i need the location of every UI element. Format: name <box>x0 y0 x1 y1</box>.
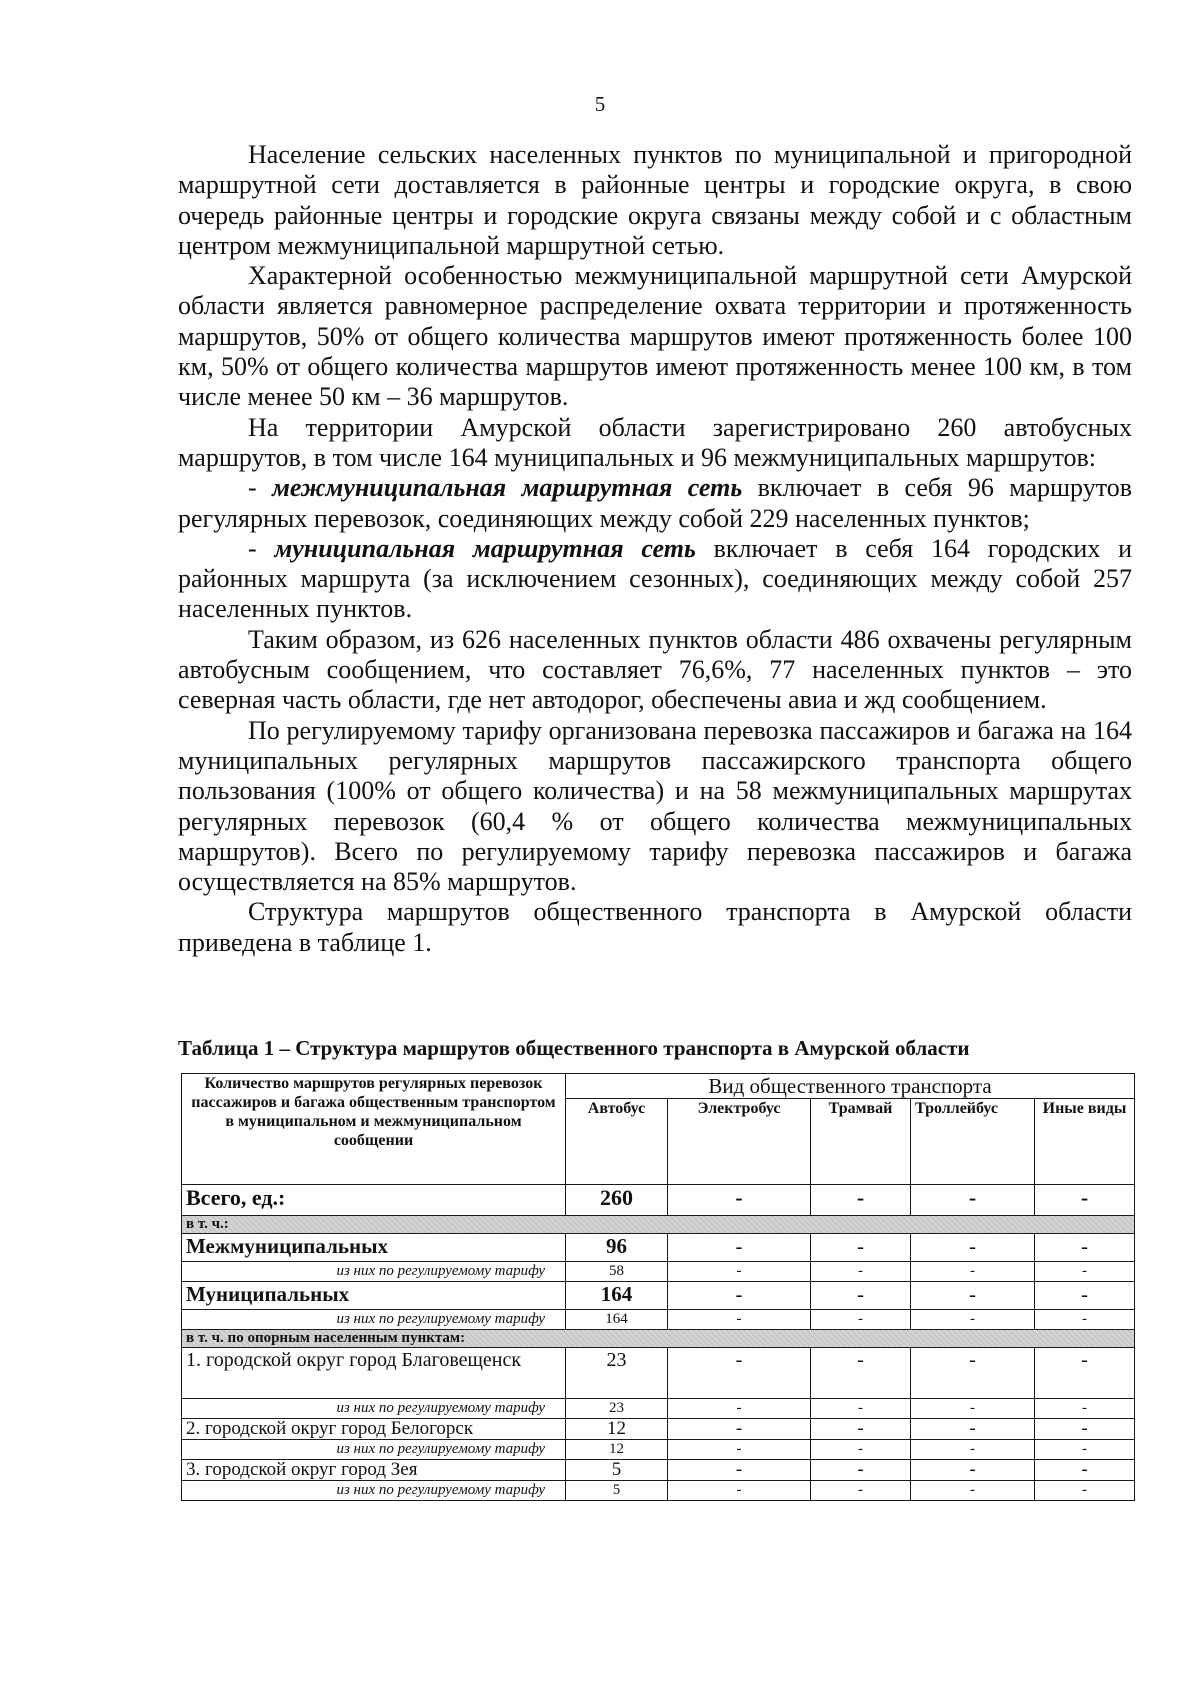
table-section-including <box>182 1216 1135 1234</box>
cell-electrobus: - <box>668 1348 811 1399</box>
page-number: 5 <box>594 92 606 116</box>
cell-trolleybus: - <box>911 1481 1035 1501</box>
cell-other: - <box>1035 1262 1135 1282</box>
cell-trolleybus: - <box>911 1460 1035 1481</box>
cell-trolleybus: - <box>911 1419 1035 1440</box>
cell-bus: 23 <box>566 1399 668 1419</box>
cell-bus: 12 <box>566 1440 668 1460</box>
cell-trolleybus: - <box>911 1262 1035 1282</box>
cell-tram: - <box>811 1481 911 1501</box>
table-row-total <box>182 1185 1135 1216</box>
cell-bus: 260 <box>566 1185 668 1216</box>
keyword-municipal: муниципальная маршрутная сеть <box>274 533 696 563</box>
cell-trolleybus: - <box>911 1185 1035 1216</box>
table-row-belogorsk <box>182 1419 1135 1440</box>
cell-electrobus: - <box>668 1282 811 1310</box>
row-label: Муниципальных <box>182 1282 566 1310</box>
row-label: 3. городской округ город Зея <box>182 1460 566 1481</box>
table-row-intermunicipal <box>182 1234 1135 1262</box>
cell-trolleybus: - <box>911 1348 1035 1399</box>
paragraph-tariff: По регулируемому тарифу организована перевозка пассажиров и багажа на 164 муниципальных регулярных маршрутов пассажирского транспорта общего пользования (100% от общего количества) и на 58 межмуниципальных маршрутах регулярных перевозок (60,4 % от общего количества межмуниципальных маршрутов). Всего по регулируемому тарифу перевозка пассажиров и багажа осуществляется на 85% маршрутов. <box>178 715 1132 897</box>
cell-electrobus: - <box>668 1481 811 1501</box>
cell-other: - <box>1035 1348 1135 1399</box>
row-label: из них по регулируемому тарифу <box>182 1399 566 1419</box>
cell-electrobus: - <box>668 1460 811 1481</box>
paragraph-route-count: На территории Амурской области зарегистрировано 260 автобусных маршрутов, в том числе 164 муниципальных и 96 межмуниципальных маршрутов: <box>178 412 1132 472</box>
cell-electrobus: - <box>668 1399 811 1419</box>
paragraph-coverage: Таким образом, из 626 населенных пунктов области 486 охвачены регулярным автобусным сообщением, что составляет 76,6%, 77 населенных пунктов – это северная часть области, где нет автодорог, обеспечены авиа и жд сообщением. <box>178 624 1132 715</box>
table-row-intermunicipal-tariff <box>182 1262 1135 1282</box>
header-bus: Автобус <box>566 1099 668 1185</box>
cell-bus: 164 <box>566 1282 668 1310</box>
header-electrobus: Электробус <box>668 1099 811 1185</box>
cell-other: - <box>1035 1440 1135 1460</box>
row-label: из них по регулируемому тарифу <box>182 1310 566 1330</box>
table-row-blagoveshchensk-tariff <box>182 1399 1135 1419</box>
header-tram: Трамвай <box>811 1099 911 1185</box>
cell-electrobus: - <box>668 1234 811 1262</box>
cell-electrobus: - <box>668 1262 811 1282</box>
cell-other: - <box>1035 1310 1135 1330</box>
paragraph-population: Население сельских населенных пунктов по муниципальной и пригородной маршрутной сети доставляется в районные центры и городские округа, в свою очередь районные центры и городские округа связаны между собой и с областным центром межмуниципальной маршрутной сетью. <box>178 140 1132 260</box>
row-label: 1. городской округ город Благовещенск <box>182 1348 566 1399</box>
section-label: в т. ч. по опорным населенным пунктам: <box>182 1330 1135 1348</box>
cell-bus: 164 <box>566 1310 668 1330</box>
cell-electrobus: - <box>668 1419 811 1440</box>
cell-other: - <box>1035 1185 1135 1216</box>
table-row-belogorsk-tariff <box>182 1440 1135 1460</box>
cell-tram: - <box>811 1399 911 1419</box>
table-header-row <box>182 1074 1135 1099</box>
cell-other: - <box>1035 1399 1135 1419</box>
row-label: Всего, ед.: <box>182 1185 566 1216</box>
cell-trolleybus: - <box>911 1440 1035 1460</box>
routes-table <box>181 1073 1135 1501</box>
section-label: в т. ч.: <box>182 1216 1135 1234</box>
paragraph-intermunicipal-network <box>178 473 1132 534</box>
cell-trolleybus: - <box>911 1310 1035 1330</box>
cell-electrobus: - <box>668 1185 811 1216</box>
row-label: из них по регулируемому тарифу <box>182 1440 566 1460</box>
cell-other: - <box>1035 1460 1135 1481</box>
cell-tram: - <box>811 1282 911 1310</box>
cell-bus: 96 <box>566 1234 668 1262</box>
cell-other: - <box>1035 1481 1135 1501</box>
header-other: Иные виды <box>1035 1099 1135 1185</box>
cell-tram: - <box>811 1185 911 1216</box>
list-dash: - <box>248 473 273 503</box>
cell-tram: - <box>811 1460 911 1481</box>
paragraph-text: включает в себя 96 маршрутов регулярных перевозок, соединяющих между собой 229 населенных пунктов; <box>178 473 1132 533</box>
cell-trolleybus: - <box>911 1282 1035 1310</box>
cell-trolleybus: - <box>911 1399 1035 1419</box>
table-row-zeya-tariff <box>182 1481 1135 1501</box>
table-row-blagoveshchensk <box>182 1348 1135 1399</box>
row-label: Межмуниципальных <box>182 1234 566 1262</box>
cell-bus: 5 <box>566 1460 668 1481</box>
table-section-key-settlements <box>182 1330 1135 1348</box>
cell-bus: 12 <box>566 1419 668 1440</box>
body-text <box>178 140 1132 958</box>
row-label: 2. городской округ город Белогорск <box>182 1419 566 1440</box>
cell-other: - <box>1035 1282 1135 1310</box>
cell-electrobus: - <box>668 1440 811 1460</box>
cell-tram: - <box>811 1348 911 1399</box>
header-route-count: Количество маршрутов регулярных перевозок пассажиров и багажа общественным транспортом в муниципальном и межмуниципальном сообщении <box>182 1074 566 1185</box>
cell-trolleybus: - <box>911 1234 1035 1262</box>
header-transport-type: Вид общественного транспорта <box>566 1074 1135 1099</box>
cell-bus: 5 <box>566 1481 668 1501</box>
paragraph-text: включает в себя 164 городских и районных маршрута (за исключением сезонных), соединяющих между собой 257 населенных пунктов. <box>178 533 1133 624</box>
row-label: из них по регулируемому тарифу <box>182 1262 566 1282</box>
header-trolleybus: Троллейбус <box>911 1099 1035 1185</box>
paragraph-municipal-network <box>178 534 1132 625</box>
cell-other: - <box>1035 1419 1135 1440</box>
cell-bus: 58 <box>566 1262 668 1282</box>
table-row-municipal <box>182 1282 1135 1310</box>
cell-tram: - <box>811 1419 911 1440</box>
keyword-intermunicipal: межмуниципальная маршрутная сеть <box>272 473 743 503</box>
cell-electrobus: - <box>668 1310 811 1330</box>
cell-tram: - <box>811 1440 911 1460</box>
cell-bus: 23 <box>566 1348 668 1399</box>
cell-tram: - <box>811 1262 911 1282</box>
table-caption: Таблица 1 – Структура маршрутов общественного транспорта в Амурской области <box>178 1036 970 1060</box>
list-dash: - <box>248 533 275 563</box>
row-label: из них по регулируемому тарифу <box>182 1481 566 1501</box>
paragraph-table-intro: Структура маршрутов общественного транспорта в Амурской области приведена в таблице 1. <box>178 897 1132 957</box>
cell-other: - <box>1035 1234 1135 1262</box>
paragraph-network-feature: Характерной особенностью межмуниципальной маршрутной сети Амурской области является равномерное распределение охвата территории и протяженность маршрутов, 50% от общего количества маршрутов имеют протяженность более 100 км, 50% от общего количества маршрутов имеют протяженность менее 100 км, в том числе менее 50 км – 36 маршрутов. <box>178 261 1132 412</box>
cell-tram: - <box>811 1234 911 1262</box>
table-row-zeya <box>182 1460 1135 1481</box>
cell-tram: - <box>811 1310 911 1330</box>
table-row-municipal-tariff <box>182 1310 1135 1330</box>
